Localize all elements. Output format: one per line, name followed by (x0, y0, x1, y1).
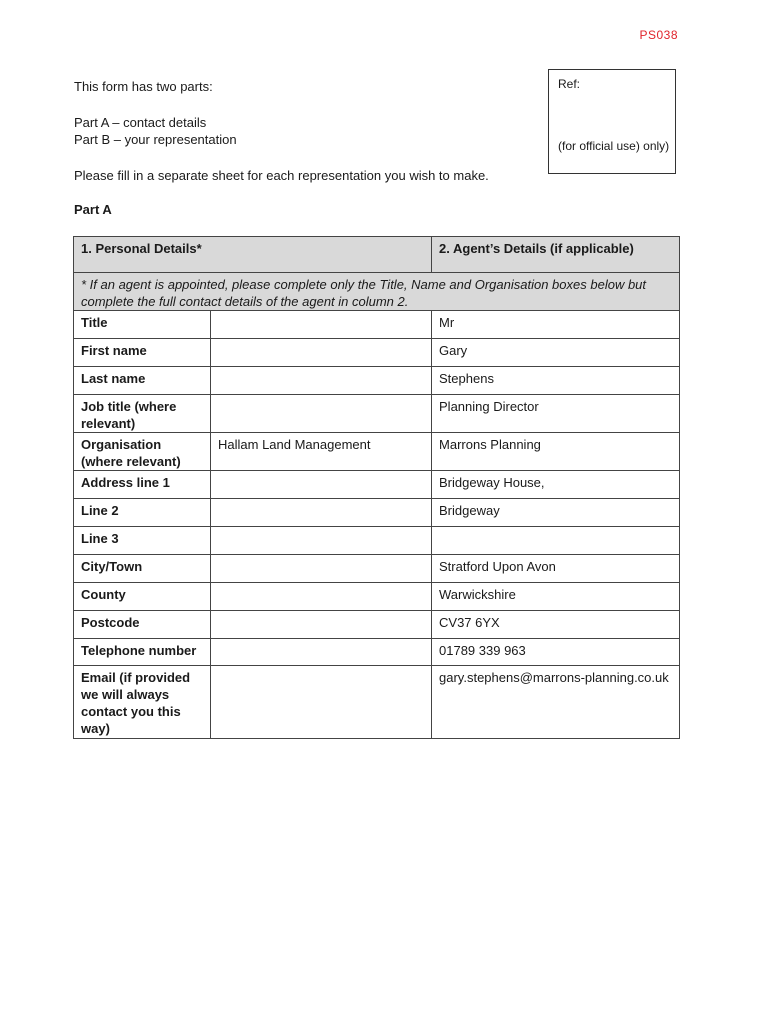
agent-address-line-1-field[interactable]: Bridgeway House, (432, 471, 680, 499)
agent-postcode-field[interactable]: CV37 6YX (432, 611, 680, 639)
table-row (74, 367, 680, 395)
agent-county-field[interactable]: Warwickshire (432, 583, 680, 611)
agent-note: * If an agent is appointed, please complete only the Title, Name and Organisation boxes below but complete the full contact details of the agent in column 2. (74, 273, 680, 311)
row-label-line-3: Line 3 (74, 527, 211, 555)
row-label-organisation: Organisation (where relevant) (74, 433, 211, 471)
row-label-title: Title (74, 311, 211, 339)
agent-first-name-field[interactable]: Gary (432, 339, 680, 367)
personal-line-2-field[interactable] (211, 499, 432, 527)
personal-county-field[interactable] (211, 583, 432, 611)
personal-last-name-field[interactable] (211, 367, 432, 395)
personal-first-name-field[interactable] (211, 339, 432, 367)
table-row (74, 639, 680, 666)
row-label-address-line-1: Address line 1 (74, 471, 211, 499)
personal-organisation-field[interactable]: Hallam Land Management (211, 433, 432, 471)
table-row (74, 583, 680, 611)
table-row (74, 433, 680, 471)
agent-job-title-field[interactable]: Planning Director (432, 395, 680, 433)
table-row (74, 395, 680, 433)
personal-address-line-1-field[interactable] (211, 471, 432, 499)
personal-postcode-field[interactable] (211, 611, 432, 639)
agent-title-field[interactable]: Mr (432, 311, 680, 339)
table-row (74, 555, 680, 583)
row-label-city-town: City/Town (74, 555, 211, 583)
personal-email-field[interactable] (211, 666, 432, 739)
row-label-email: Email (if provided we will always contact you this way) (74, 666, 211, 739)
agent-line-2-field[interactable]: Bridgeway (432, 499, 680, 527)
table-row (74, 527, 680, 555)
ref-label: Ref: (558, 77, 581, 91)
table-row (74, 611, 680, 639)
agent-line-3-field[interactable] (432, 527, 680, 555)
intro-line-part-b: Part B – your representation (74, 132, 237, 147)
table-row (74, 471, 680, 499)
personal-title-field[interactable] (211, 311, 432, 339)
table-row (74, 311, 680, 339)
row-label-postcode: Postcode (74, 611, 211, 639)
personal-city-town-field[interactable] (211, 555, 432, 583)
intro-line-parts: This form has two parts: (74, 79, 213, 94)
row-label-line-2: Line 2 (74, 499, 211, 527)
personal-details-header: 1. Personal Details* (74, 237, 432, 273)
agent-details-header: 2. Agent’s Details (if applicable) (432, 237, 680, 273)
row-label-first-name: First name (74, 339, 211, 367)
table-row (74, 499, 680, 527)
table-header-row (74, 237, 680, 273)
document-reference-stamp: PS038 (639, 28, 678, 42)
personal-telephone-field[interactable] (211, 639, 432, 666)
table-row (74, 339, 680, 367)
row-label-job-title: Job title (where relevant) (74, 395, 211, 433)
intro-line-part-a: Part A – contact details (74, 115, 207, 130)
official-use-note: (for official use) only) (558, 139, 670, 153)
row-label-county: County (74, 583, 211, 611)
agent-last-name-field[interactable]: Stephens (432, 367, 680, 395)
personal-line-3-field[interactable] (211, 527, 432, 555)
agent-telephone-field[interactable]: 01789 339 963 (432, 639, 680, 666)
agent-note-row (74, 273, 680, 311)
agent-organisation-field[interactable]: Marrons Planning (432, 433, 680, 471)
row-label-last-name: Last name (74, 367, 211, 395)
personal-job-title-field[interactable] (211, 395, 432, 433)
row-label-telephone: Telephone number (74, 639, 211, 666)
agent-email-field[interactable]: gary.stephens@marrons-planning.co.uk (432, 666, 680, 739)
part-a-heading: Part A (74, 202, 112, 217)
agent-city-town-field[interactable]: Stratford Upon Avon (432, 555, 680, 583)
intro-line-instruction: Please fill in a separate sheet for each representation you wish to make. (74, 168, 489, 183)
official-reference-box (548, 69, 676, 174)
contact-details-table (73, 236, 680, 739)
table-row (74, 666, 680, 739)
